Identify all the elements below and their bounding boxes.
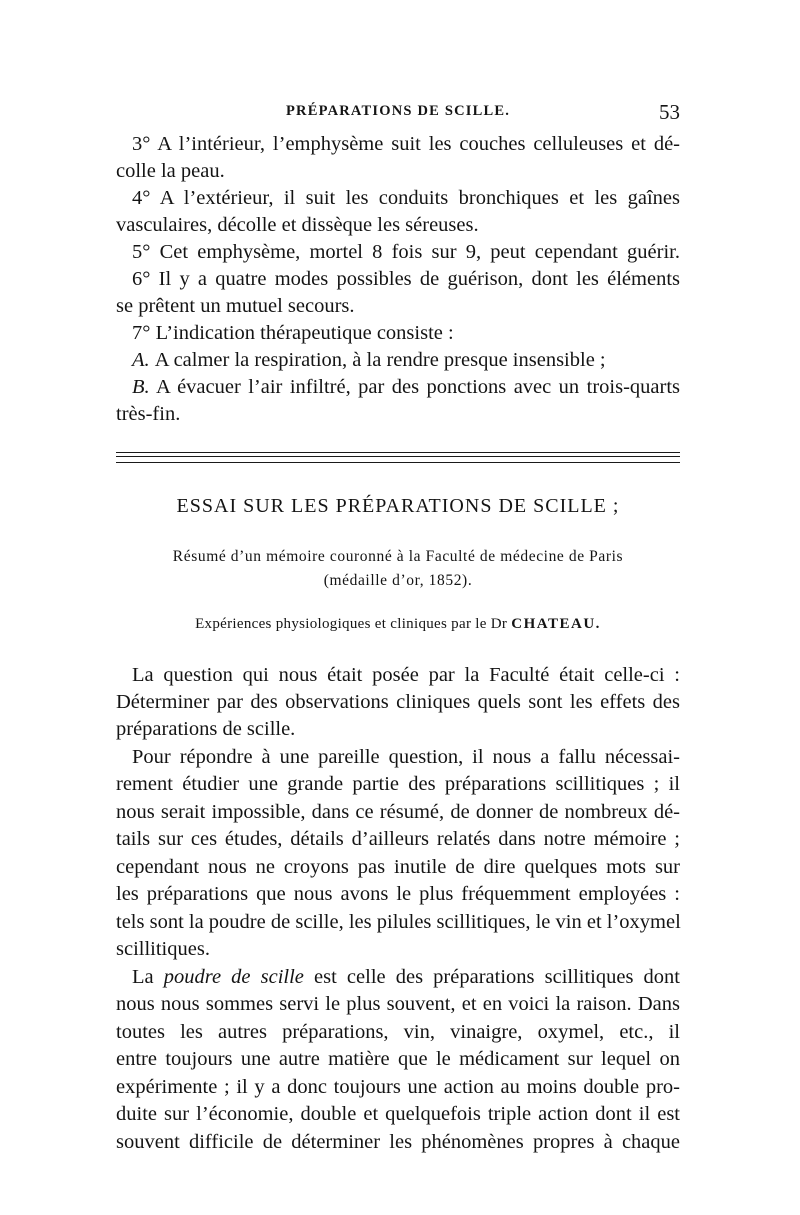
text-line: cependant nous ne croyons pas inutile de dire quelques mots sur bbox=[116, 856, 680, 878]
item-letter: B. bbox=[132, 376, 150, 398]
text-line: se prêtent un mutuel secours. bbox=[116, 295, 355, 317]
article-subtitle: Résumé d’un mémoire couronné à la Faculté de médecine de Paris bbox=[172, 548, 624, 565]
article-byline bbox=[116, 617, 680, 632]
text-line: colle la peau. bbox=[116, 160, 225, 182]
text-line: 7° L’indication thérapeutique consiste : bbox=[132, 322, 454, 344]
text-line: 6° Il y a quatre modes possibles de guérison, dont les éléments bbox=[132, 268, 680, 290]
text-line: souvent difficile de déterminer les phénomènes propres à chaque bbox=[116, 1131, 680, 1153]
text-line: 3° A l’intérieur, l’emphysème suit les couches celluleuses et dé- bbox=[132, 133, 680, 155]
text-line: nous serait impossible, dans ce résumé, de donner de nombreux dé- bbox=[116, 801, 680, 823]
byline-prefix: Expériences physiologiques et cliniques par le Dr bbox=[195, 616, 508, 632]
text-line: très-fin. bbox=[116, 403, 181, 425]
article-subtitle: (médaille d’or, 1852). bbox=[323, 572, 473, 589]
text-line: 5° Cet emphysème, mortel 8 fois sur 9, peut cependant guérir. bbox=[132, 241, 680, 263]
divider-rule bbox=[116, 456, 680, 457]
list-item-a bbox=[132, 350, 606, 371]
list-item-b bbox=[132, 377, 680, 398]
text-fragment: La bbox=[132, 966, 154, 988]
text-line: nous nous sommes servi le plus souvent, et en voici la raison. Dans bbox=[116, 993, 680, 1015]
article-title: ESSAI SUR LES PRÉPARATIONS DE SCILLE ; bbox=[176, 495, 620, 517]
text-line: expérimente ; il y a donc toujours une action au moins double pro- bbox=[116, 1076, 680, 1098]
text-line: rement étudier une grande partie des préparations scillitiques ; il bbox=[116, 773, 680, 795]
divider-rule bbox=[116, 462, 680, 463]
text-line: 4° A l’extérieur, il suit les conduits bronchiques et les gaînes bbox=[132, 187, 680, 209]
text-line: La question qui nous était posée par la Faculté était celle-ci : bbox=[132, 664, 680, 686]
text-line: toutes les autres préparations, vin, vinaigre, oxymel, etc., il bbox=[116, 1021, 680, 1043]
text-line: vasculaires, décolle et dissèque les séreuses. bbox=[116, 214, 479, 236]
text-line: entre toujours une autre matière que le médicament sur lequel on bbox=[116, 1048, 680, 1070]
item-text: A calmer la respiration, à la rendre presque insensible ; bbox=[154, 349, 606, 371]
running-title: PRÉPARATIONS DE SCILLE. bbox=[286, 103, 511, 119]
text-line: les préparations que nous avons le plus fréquemment employées : bbox=[116, 883, 680, 905]
text-line: préparations de scille. bbox=[116, 718, 296, 740]
text-line: duite sur l’économie, double et quelquefois triple action dont il est bbox=[116, 1103, 680, 1125]
text-line: tails sur ces études, détails d’ailleurs relatés dans notre mémoire ; bbox=[116, 828, 680, 850]
divider-rule bbox=[116, 452, 680, 453]
text-line: scillitiques. bbox=[116, 938, 210, 960]
item-letter: A. bbox=[132, 349, 150, 371]
text-line: tels sont la poudre de scille, les pilules scillitiques, le vin et l’oxymel bbox=[116, 911, 681, 933]
text-line-poudre bbox=[132, 967, 680, 988]
text-fragment: est celle des préparations scillitiques dont bbox=[314, 966, 681, 988]
italic-term: poudre de scille bbox=[163, 966, 304, 988]
page-header bbox=[116, 100, 680, 122]
text-line: Pour répondre à une pareille question, il nous a fallu nécessai- bbox=[132, 746, 680, 768]
author-name: CHATEAU. bbox=[511, 616, 601, 632]
text-line: Déterminer par des observations cliniques quels sont les effets des bbox=[116, 691, 680, 713]
page-number: 53 bbox=[659, 100, 680, 124]
item-text: A évacuer l’air infiltré, par des ponctions avec un trois-quarts bbox=[155, 376, 680, 398]
